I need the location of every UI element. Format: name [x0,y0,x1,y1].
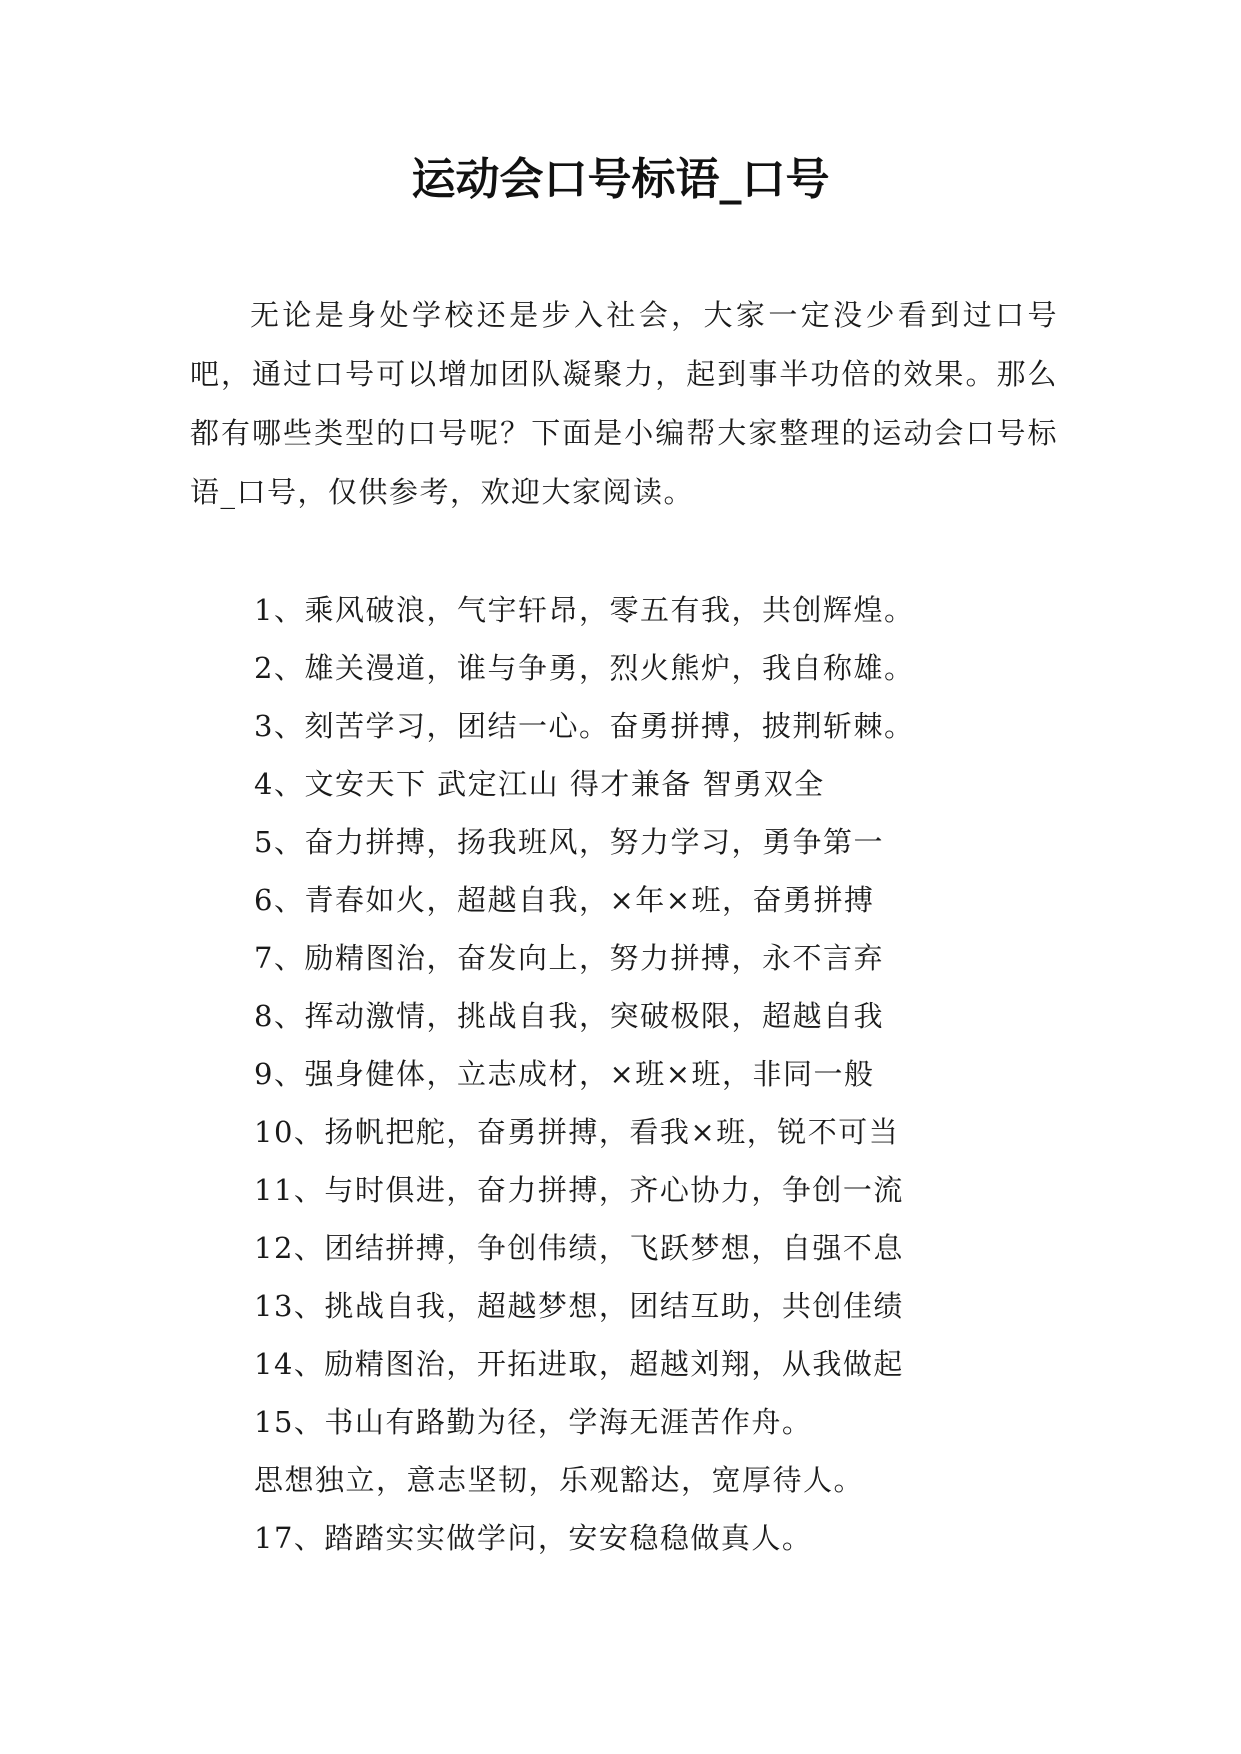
list-item: 13、挑战自我，超越梦想，团结互助，共创佳绩 [254,1289,904,1323]
list-item: 12、团结拼搏，争创伟绩，飞跃梦想，自强不息 [254,1231,904,1265]
list-item: 15、书山有路勤为径，学海无涯苦作舟。 [254,1405,813,1439]
list-item: 3、刻苦学习，团结一心。奋勇拼搏，披荆斩棘。 [254,709,915,743]
list-item: 思想独立，意志坚韧，乐观豁达，宽厚待人。 [254,1463,865,1497]
list-item: 6、青春如火，超越自我，×年×班，奋勇拼搏 [254,883,875,917]
slogan-list [254,581,1054,1567]
intro-paragraph: 无论是身处学校还是步入社会，大家一定没少看到过口号吧，通过口号可以增加团队凝聚力，起到事半功倍的效果。那么都有哪些类型的口号呢？下面是小编帮大家整理的运动会口号标语_口号，仅供参考，欢迎大家阅读。 [190,298,1058,509]
list-item: 8、挥动激情，挑战自我，突破极限，超越自我 [254,999,884,1033]
list-item: 9、强身健体，立志成材，×班×班，非同一般 [254,1057,875,1091]
page-title: 运动会口号标语_口号 [411,154,830,205]
list-item: 1、乘风破浪，气宇轩昂，零五有我，共创辉煌。 [254,593,915,627]
list-item: 7、励精图治，奋发向上，努力拼搏，永不言弃 [254,941,884,975]
list-item: 4、文安天下 武定江山 得才兼备 智勇双全 [254,767,825,801]
list-item: 17、踏踏实实做学问，安安稳稳做真人。 [254,1521,813,1555]
list-item: 10、扬帆把舵，奋勇拼搏，看我×班，锐不可当 [254,1115,900,1149]
list-item: 11、与时俱进，奋力拼搏，齐心协力，争创一流 [254,1173,904,1207]
list-item: 2、雄关漫道，谁与争勇，烈火熊炉，我自称雄。 [254,651,915,685]
list-item: 5、奋力拼搏，扬我班风，努力学习，勇争第一 [254,825,884,859]
list-item: 14、励精图治，开拓进取，超越刘翔，从我做起 [254,1347,904,1381]
